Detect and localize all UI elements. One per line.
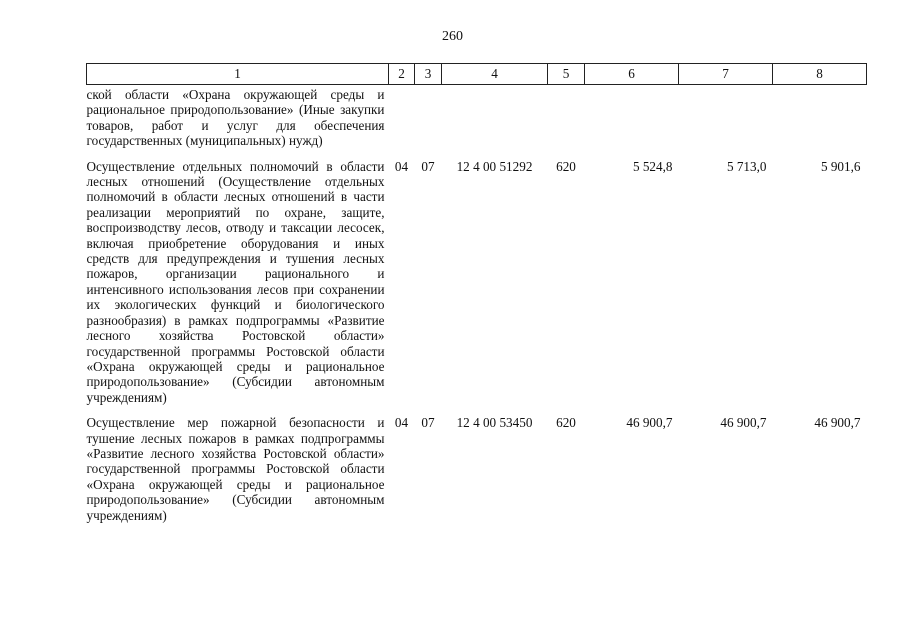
row-description: Осуществление отдельных полномочий в области лесных отношений (Осуществление отдельных полномочий в области лесных отношений в части реализации мероприятий по охране, защите, воспроизводству лесов, отводу и таксации лесосек, включая приобретение оборудования и иных средств для предупреждения и тушения лесных пожаров, организации рационального и интенсивного использования лесов при сохранении их экологических функций и биологического разнообразия) в рамках подпрограммы «Развитие лесного хозяйства Ростовской области» государственной программы Ростовской области «Охрана окружающей среды и рациональное природопользование» (Субсидии автономным учреждениям) [86,158,385,405]
row-section-code [389,85,415,153]
row-target-article [442,85,548,153]
row-expense-type: 620 [556,158,576,174]
row-amount-col8 [773,85,867,153]
table-row [87,409,867,527]
table-row [87,153,867,410]
row-amount-col8: 46 900,7 [814,415,861,431]
column-header-4: 4 [442,64,548,85]
row-amount-col6: 46 900,7 [626,415,673,431]
row-amount-col7 [679,85,773,153]
column-header-7: 7 [679,64,773,85]
row-amount-col7: 5 713,0 [726,158,767,174]
column-header-2: 2 [389,64,415,85]
row-amount-col6: 5 524,8 [632,158,673,174]
row-expense-type [548,85,585,153]
row-description: ской области «Охрана окружающей среды и рациональное природопользование» (Иные закупки товаров, работ и услуг для обеспечения государственных (муниципальных) нужд) [86,87,385,149]
row-amount-col6 [585,85,679,153]
column-header-5: 5 [548,64,585,85]
column-header-1: 1 [87,64,389,85]
row-target-article: 12 4 00 53450 [456,415,533,431]
row-amount-col7: 46 900,7 [720,415,767,431]
table-row [87,85,867,153]
row-section-code: 04 [394,158,409,174]
column-header-3: 3 [415,64,442,85]
column-header-8: 8 [773,64,867,85]
budget-table [86,63,867,527]
header-row [87,64,867,85]
row-description: Осуществление мер пожарной безопасности и тушение лесных пожаров в рамках подпрограммы «Развитие лесного хозяйства Ростовской области» государственной программы Ростовской области «Охрана окружающей среды и рациональное природопользование» (Субсидии автономным учреждениям) [86,415,385,523]
column-header-6: 6 [585,64,679,85]
row-subsection-code [415,85,442,153]
row-subsection-code: 07 [421,415,435,431]
row-amount-col8: 5 901,6 [820,158,861,174]
row-target-article: 12 4 00 51292 [456,158,533,174]
row-expense-type: 620 [556,415,576,431]
row-section-code: 04 [394,415,409,431]
page-number: 260 [442,29,463,44]
row-subsection-code: 07 [421,158,435,174]
